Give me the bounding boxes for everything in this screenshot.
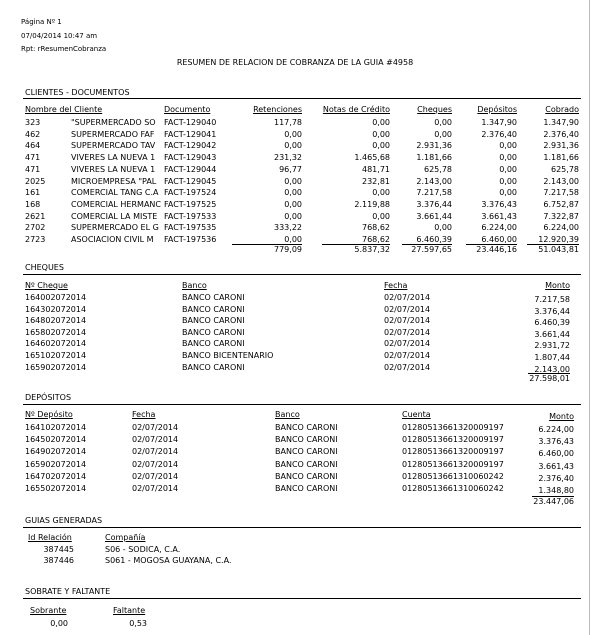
cheque-banco: BANCO CARONI xyxy=(182,304,245,314)
deposito-fecha: 02/07/2014 xyxy=(132,484,179,493)
deposito-num: 164902072014 xyxy=(25,447,87,457)
col-num-cheque: Nº Cheque xyxy=(25,281,68,290)
cliente-name: VIVERES LA NUEVA 1 xyxy=(71,153,156,163)
col-banco: Banco xyxy=(182,281,207,290)
cheque-monto: 3.376,44 xyxy=(534,306,570,316)
cheque-fecha: 02/07/2014 xyxy=(384,293,431,302)
col-notas-credito: Notas de Crédito xyxy=(322,105,390,114)
deposito-fecha: 02/07/2014 xyxy=(132,435,179,445)
section-divider xyxy=(23,598,581,599)
sobrante-value: 0,00 xyxy=(50,619,68,628)
cliente-notas-credito: 0,00 xyxy=(372,129,390,139)
cliente-notas-credito: 232,81 xyxy=(362,176,390,186)
cheque-num: 164302072014 xyxy=(25,304,87,314)
cliente-depositos: 6.224,00 xyxy=(481,223,517,233)
deposito-num: 164502072014 xyxy=(25,435,87,445)
cliente-name: COMERCIAL TANG C.A xyxy=(71,188,159,198)
cheque-fecha: 02/07/2014 xyxy=(384,351,431,360)
cliente-cheques: 2.143,00 xyxy=(416,176,452,186)
cliente-code: 471 xyxy=(25,164,41,174)
cliente-code: 168 xyxy=(25,199,41,209)
deposito-banco: BANCO CARONI xyxy=(275,423,338,432)
col-retenciones: Retenciones xyxy=(253,105,302,114)
page-number: Página Nº 1 xyxy=(21,18,62,26)
cheque-monto: 7.217,58 xyxy=(534,295,570,304)
cheque-banco: BANCO CARONI xyxy=(182,316,245,326)
deposito-banco: BANCO CARONI xyxy=(275,459,338,469)
deposito-banco: BANCO CARONI xyxy=(275,447,338,457)
cliente-depositos: 0,00 xyxy=(499,141,517,151)
col-banco: Banco xyxy=(275,410,300,419)
cliente-documento: FACT-197533 xyxy=(164,211,217,221)
cliente-cobrado: 7.322,87 xyxy=(543,211,579,221)
report-title: RESUMEN DE RELACION DE COBRANZA DE LA GUIA #4958 xyxy=(176,58,414,67)
cheque-fecha: 02/07/2014 xyxy=(384,339,431,349)
total-cobrado: 51.043,81 xyxy=(538,245,579,254)
cliente-code: 462 xyxy=(25,129,41,139)
cliente-documento: FACT-129045 xyxy=(164,176,217,186)
cliente-cheques: 3.376,44 xyxy=(416,199,452,209)
col-depositos: Depósitos xyxy=(477,105,517,114)
cheque-monto: 3.661,44 xyxy=(534,329,570,339)
col-fecha: Fecha xyxy=(132,410,156,419)
deposito-monto: 6.460,00 xyxy=(538,449,574,459)
deposito-cuenta: 01280513661320009197 xyxy=(402,423,504,432)
cheque-monto: 6.460,39 xyxy=(534,318,570,328)
cliente-cheques: 1.181,66 xyxy=(416,153,452,163)
deposito-fecha: 02/07/2014 xyxy=(132,447,179,457)
col-compania: Compañía xyxy=(105,533,146,542)
col-documento: Documento xyxy=(164,105,211,114)
cliente-name: COMERCIAL LA MISTE xyxy=(71,211,158,221)
clientes-section-title: CLIENTES - DOCUMENTOS xyxy=(25,88,130,97)
cheque-banco: BANCO BICENTENARIO xyxy=(182,351,274,360)
faltante-value: 0,53 xyxy=(129,619,147,628)
section-divider xyxy=(23,404,581,405)
cheque-num: 165102072014 xyxy=(25,351,87,360)
deposito-monto: 3.376,43 xyxy=(538,437,574,447)
cliente-cheques: 625,78 xyxy=(424,164,452,174)
cheque-banco: BANCO CARONI xyxy=(182,362,245,372)
cliente-retenciones: 0,00 xyxy=(284,176,302,186)
report-id: Rpt: rResumenCobranza xyxy=(21,45,107,53)
cliente-depositos: 3.376,43 xyxy=(481,199,517,209)
cheque-num: 164602072014 xyxy=(25,339,87,349)
col-cuenta: Cuenta xyxy=(402,410,431,419)
cheque-fecha: 02/07/2014 xyxy=(384,316,431,326)
cliente-notas-credito: 1.465,68 xyxy=(354,153,390,163)
cliente-code: 2723 xyxy=(25,235,46,244)
deposito-cuenta: 01280513661310060242 xyxy=(402,471,504,481)
cliente-cheques: 6.460,39 xyxy=(416,235,452,244)
cliente-code: 2621 xyxy=(25,211,46,221)
cliente-depositos: 0,00 xyxy=(499,188,517,198)
total-notas-credito: 5.837,32 xyxy=(354,245,390,254)
cliente-notas-credito: 2.119,88 xyxy=(354,199,390,209)
cliente-name: SUPERMERCADO FAF xyxy=(71,129,155,139)
deposito-banco: BANCO CARONI xyxy=(275,435,338,445)
cliente-retenciones: 0,00 xyxy=(284,199,302,209)
cliente-retenciones: 117,78 xyxy=(274,118,302,127)
section-divider xyxy=(23,98,581,99)
cliente-name: VIVERES LA NUEVA 1 xyxy=(71,164,156,174)
cliente-depositos: 3.661,43 xyxy=(481,211,517,221)
cliente-cheques: 3.661,44 xyxy=(416,211,452,221)
cliente-documento: FACT-129042 xyxy=(164,141,217,151)
cliente-cheques: 0,00 xyxy=(434,129,452,139)
guia-id: 387445 xyxy=(43,545,74,554)
cliente-retenciones: 0,00 xyxy=(284,129,302,139)
cliente-retenciones: 0,00 xyxy=(284,141,302,151)
cliente-cobrado: 2.931,36 xyxy=(543,141,579,151)
deposito-monto: 2.376,40 xyxy=(538,473,574,483)
cliente-code: 471 xyxy=(25,153,41,163)
deposito-num: 165902072014 xyxy=(25,459,87,469)
col-cheques: Cheques xyxy=(417,105,452,114)
cliente-code: 2025 xyxy=(25,176,46,186)
cliente-cobrado: 12.920,39 xyxy=(538,235,579,244)
cliente-documento: FACT-129043 xyxy=(164,153,217,163)
cliente-notas-credito: 0,00 xyxy=(372,141,390,151)
cliente-retenciones: 0,00 xyxy=(284,211,302,221)
cliente-cobrado: 7.217,58 xyxy=(543,188,579,198)
cheque-monto: 1.807,44 xyxy=(534,353,570,362)
cliente-cobrado: 1.181,66 xyxy=(543,153,579,163)
cliente-cobrado: 6.752,87 xyxy=(543,199,579,209)
cliente-cheques: 2.931,36 xyxy=(416,141,452,151)
col-id-relacion: Id Relación xyxy=(28,533,72,542)
cheques-section-title: CHEQUES xyxy=(25,263,64,272)
deposito-fecha: 02/07/2014 xyxy=(132,459,179,469)
total-retenciones: 779,09 xyxy=(274,245,302,254)
deposito-cuenta: 01280513661320009197 xyxy=(402,435,504,445)
cliente-cobrado: 2.143,00 xyxy=(543,176,579,186)
deposito-cuenta: 01280513661310060242 xyxy=(402,484,504,493)
cliente-depositos: 2.376,40 xyxy=(481,129,517,139)
col-num-deposito: Nº Depósito xyxy=(25,410,73,419)
cliente-depositos: 0,00 xyxy=(499,176,517,186)
col-faltante: Faltante xyxy=(113,606,146,615)
cliente-depositos: 0,00 xyxy=(499,164,517,174)
cliente-depositos: 1.347,90 xyxy=(481,118,517,127)
cheque-num: 165902072014 xyxy=(25,362,87,372)
cheque-banco: BANCO CARONI xyxy=(182,293,245,302)
sobrante-section-title: SOBRATE Y FALTANTE xyxy=(25,587,111,596)
cliente-retenciones: 0,00 xyxy=(284,235,302,244)
cliente-notas-credito: 0,00 xyxy=(372,118,390,127)
col-sobrante: Sobrante xyxy=(30,606,67,615)
deposito-monto: 3.661,43 xyxy=(538,461,574,471)
deposito-num: 165502072014 xyxy=(25,484,87,493)
cheque-num: 164002072014 xyxy=(25,293,87,302)
depositos-section-title: DEPÓSITOS xyxy=(25,393,72,402)
cliente-notas-credito: 481,71 xyxy=(362,164,390,174)
cheque-fecha: 02/07/2014 xyxy=(384,327,431,337)
cliente-code: 464 xyxy=(25,141,41,151)
cheque-num: 165802072014 xyxy=(25,327,87,337)
cliente-documento: FACT-197536 xyxy=(164,235,217,244)
cliente-code: 2702 xyxy=(25,223,46,233)
cliente-documento: FACT-129044 xyxy=(164,164,217,174)
cheque-num: 164802072014 xyxy=(25,316,87,326)
col-fecha: Fecha xyxy=(384,281,408,290)
cliente-name: COMERCIAL HERMANC xyxy=(71,199,161,209)
cheque-fecha: 02/07/2014 xyxy=(384,362,431,372)
cliente-cobrado: 6.224,00 xyxy=(543,223,579,233)
deposito-num: 164702072014 xyxy=(25,471,87,481)
cheque-banco: BANCO CARONI xyxy=(182,339,245,349)
deposito-monto: 1.348,80 xyxy=(538,486,574,495)
cliente-documento: FACT-197525 xyxy=(164,199,217,209)
guia-compania: S06 - SODICA, C.A. xyxy=(105,545,181,554)
col-nombre-cliente: Nombre del Cliente xyxy=(25,105,103,114)
cliente-name: ASOCIACION CIVIL M xyxy=(71,235,154,244)
cheque-monto: 2.931,72 xyxy=(534,341,570,351)
col-monto: Monto xyxy=(545,281,570,290)
cliente-cheques: 0,00 xyxy=(434,223,452,233)
deposito-cuenta: 01280513661320009197 xyxy=(402,459,504,469)
cliente-cobrado: 625,78 xyxy=(551,164,579,174)
report-datetime: 07/04/2014 10:47 am xyxy=(21,32,98,40)
col-cobrado: Cobrado xyxy=(545,105,579,114)
deposito-fecha: 02/07/2014 xyxy=(132,471,179,481)
cheque-banco: BANCO CARONI xyxy=(182,327,245,337)
cliente-notas-credito: 0,00 xyxy=(372,211,390,221)
cliente-depositos: 0,00 xyxy=(499,153,517,163)
cliente-notas-credito: 768,62 xyxy=(362,235,390,244)
cliente-documento: FACT-197535 xyxy=(164,223,217,233)
cliente-notas-credito: 768,62 xyxy=(362,223,390,233)
cliente-cobrado: 2.376,40 xyxy=(543,129,579,139)
guia-compania: S061 - MOGOSA GUAYANA, C.A. xyxy=(105,556,232,565)
cliente-code: 323 xyxy=(25,118,41,127)
col-monto: Monto xyxy=(549,412,574,421)
cliente-notas-credito: 0,00 xyxy=(372,188,390,198)
total-cheques: 27.597,65 xyxy=(411,245,452,254)
cliente-code: 161 xyxy=(25,188,41,198)
cliente-cobrado: 1.347,90 xyxy=(543,118,579,127)
cheque-monto: 2.143,00 xyxy=(534,364,570,374)
deposito-banco: BANCO CARONI xyxy=(275,484,338,493)
cliente-retenciones: 333,22 xyxy=(274,223,302,233)
cliente-retenciones: 231,32 xyxy=(274,153,302,163)
cliente-retenciones: 96,77 xyxy=(279,164,302,174)
cheques-total: 27.598,01 xyxy=(529,374,570,383)
cliente-name: "SUPERMERCADO SO xyxy=(71,118,156,127)
deposito-fecha: 02/07/2014 xyxy=(132,423,179,432)
cliente-documento: FACT-197524 xyxy=(164,188,217,198)
total-depositos: 23.446,16 xyxy=(476,245,517,254)
deposito-num: 164102072014 xyxy=(25,423,87,432)
cliente-documento: FACT-129040 xyxy=(164,118,217,127)
depositos-total: 23.447,06 xyxy=(533,497,574,506)
guias-section-title: GUIAS GENERADAS xyxy=(25,516,103,525)
cliente-cheques: 7.217,58 xyxy=(416,188,452,198)
deposito-monto: 6.224,00 xyxy=(538,425,574,434)
cliente-name: SUPERMERCADO TAV xyxy=(71,141,156,151)
cliente-name: SUPERMERCADO EL G xyxy=(71,223,159,233)
cliente-retenciones: 0,00 xyxy=(284,188,302,198)
section-divider xyxy=(23,274,581,275)
cliente-cheques: 0,00 xyxy=(434,118,452,127)
guia-id: 387446 xyxy=(43,556,74,565)
deposito-cuenta: 01280513661320009197 xyxy=(402,447,504,457)
section-divider xyxy=(23,527,581,528)
cliente-documento: FACT-129041 xyxy=(164,129,217,139)
cliente-depositos: 6.460,00 xyxy=(481,235,517,244)
cliente-name: MICROEMPRESA "PAL xyxy=(71,176,157,186)
cheque-fecha: 02/07/2014 xyxy=(384,304,431,314)
deposito-banco: BANCO CARONI xyxy=(275,471,338,481)
